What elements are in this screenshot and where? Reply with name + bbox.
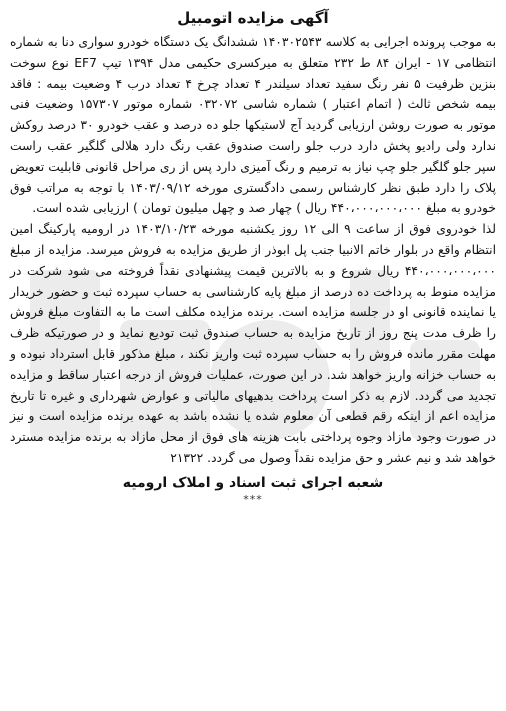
notice-paragraph-vehicle-description: به موجب پرونده اجرایی به کلاسه ۱۴۰۳۰۲۵۴۳ ششدانگ یک دستگاه خودرو سواری دنا به شماره انتظامی ۱۷ - ایران ۸۴ ط ۲۳۲ متعلق به میرکسری حکیمی مدل ۱۳۹۴ تیپ EF7 نوع سوخت بنزین ظرفیت ۵ نفر رنگ سفید تعداد سیلندر ۴ تعداد چرخ ۴ تعداد درب ۴ وضعیت بیمه : فاقد بیمه شخص ثالث ( اتمام اعتبار ) شماره شاسی ۰۳۲۰۷۲ شماره موتور ۱۵۷۳۰۷ وضعیت فنی موتور به صورت روشن ارزیابی گردید آج لاستیکها جلو ده درصد و عقب خودرو ۳۰ درصد روکش ندارد ولی رادیو پخش دارد درب جلو راست صندوق عقب رنگ دارد هلالی گلگیر عقب راست سپر جلو گلگیر جلو چپ نیاز به ترمیم و رنگ آمیزی دارد پس از ری مراحل قانونی قابلیت تعویض پلاک را دارد طبق نظر کارشناس رسمی دادگستری مورخه ۱۴۰۳/۰۹/۱۲ با توجه به مراتب فوق خودرو به مبلغ ۴۴۰،۰۰۰،۰۰۰،۰۰۰ ریال ) چهار صد و چهل میلیون تومان ) ارزیابی شده است. (10, 35, 497, 216)
end-ornament: *** (243, 492, 263, 506)
notice-title: آگهی مزایده اتومبیل (177, 9, 329, 27)
auction-notice (10, 6, 496, 706)
notice-paragraph-auction-terms: لذا خودروی فوق از ساعت ۹ الی ۱۲ روز یکشنبه مورخه ۱۴۰۳/۱۰/۲۳ در ارومیه پارکینگ امین انتظام واقع در بلوار خاتم الانبیا جنب پل ابوذر از طریق مزایده به فروش میرسد. مزایده از مبلغ ۴۴۰،۰۰۰،۰۰۰،۰۰۰ ریال شروع و به بالاترین قیمت پیشنهادی نقداً فروخته می شود شرکت در مزایده منوط به پرداخت ده درصد از مبلغ پایه کارشناسی به حساب سپرده ثبت و حضور خریدار یا نماینده قانونی او در جلسه مزایده است. برنده مزایده مکلف است ما به التفاوت مبلغ فروش را ظرف مدت پنج روز از تاریخ مزایده به حساب صندوق ثبت تودیع نماید و در صورتیکه ظرف مهلت مقرر مانده فروش را به حساب سپرده ثبت واریز نکند ، مبلغ مذکور قابل استرداد نبوده و به حساب خزانه واریز خواهد شد. در این صورت، عملیات فروش از درجه اعتبار ساقط و مزایده تجدید می گردد. لازم به ذکر است پرداخت بدهیهای مالیاتی و عوارض شهرداری و غیره تا تاریخ مزایده اعم از اینکه رقم قطعی آن معلوم شده یا نشده باشد به عهده برنده مزایده است و نیز در صورت وجود مازاد وجوه پرداختی بابت هزینه های فوق از محل مازاد به برنده مزایده مسترد خواهد شد و نیم عشر و حق مزایده نقداً وصول می گردد. ۲۱۳۲۲ (10, 222, 496, 465)
notice-body (10, 32, 496, 469)
issuing-office-signature: شعبه اجرای ثبت اسناد و املاک ارومیه (122, 474, 384, 491)
